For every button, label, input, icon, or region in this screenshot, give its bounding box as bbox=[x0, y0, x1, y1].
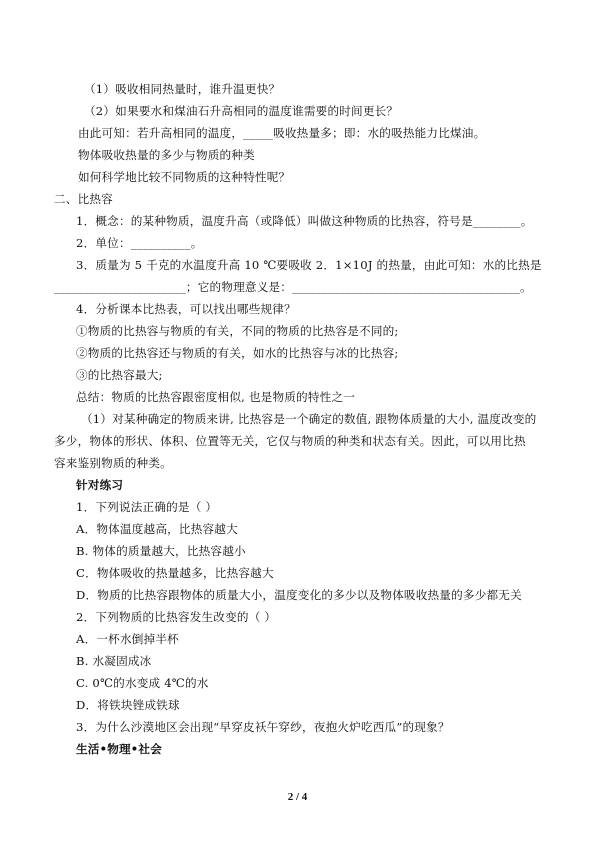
practice-1-option-c: C．物体吸收的热量越多，比热容越大 bbox=[76, 566, 274, 580]
practice-question-1: 1．下列说法正确的是（ ） bbox=[76, 500, 218, 514]
practice-1-option-b: B. 物体的质量越大，比热容越小 bbox=[76, 544, 246, 558]
paragraph-line-2: 多少，物体的形状、体积、位置等无关，它仅与物质的种类和状态有关。因此，可以用比热 bbox=[54, 434, 526, 448]
practice-heading: 针对练习 bbox=[76, 478, 124, 492]
item-3-line-2: ______________________；它的物理意义是：______________________________________。 bbox=[54, 280, 532, 294]
practice-question-2: 2．下列物质的比热容发生改变的（ ） bbox=[76, 610, 277, 624]
life-physics-society-heading: 生活•物理•社会 bbox=[76, 742, 162, 756]
paragraph-line-1: （1）对某种确定的物质来讲, 比热容是一个确定的数值, 跟物体质量的大小, 温度改变的 bbox=[81, 412, 537, 426]
practice-1-option-a: A．物体温度越高，比热容越大 bbox=[76, 522, 238, 536]
practice-question-3: 3．为什么沙漠地区会出现“早穿皮袄午穿纱，夜抱火炉吃西瓜”的现象？ bbox=[76, 720, 450, 734]
page-number: 2 / 4 bbox=[287, 791, 308, 803]
practice-2-option-b: B. 水凝固成冰 bbox=[76, 654, 152, 668]
section-2-heading: 二、比热容 bbox=[54, 192, 113, 206]
practice-1-option-d: D．物质的比热容跟物体的质量大小，温度变化的多少以及物体吸收热量的多少都无关 bbox=[76, 588, 522, 602]
rule-2-line: ②物质的比热容还与物质的有关，如水的比热容与冰的比热容; bbox=[76, 346, 399, 360]
factor-text: 物体吸收热量的多少与物质的种类 bbox=[78, 148, 255, 162]
summary-line: 总结：物质的比热容跟密度相似, 也是物质的特性之一 bbox=[76, 390, 356, 404]
question-text: 如何科学地比较不同物质的这种特性呢？ bbox=[78, 170, 291, 184]
question-2-text: （2）如果要水和煤油石升高相同的温度谁需要的时间更长？ bbox=[84, 104, 399, 118]
practice-2-option-d: D．将铁块锉成铁球 bbox=[76, 698, 180, 712]
rule-3-line: ③的比热容最大; bbox=[76, 368, 163, 382]
item-4-line: 4．分析课本比热表，可以找出哪些规律？ bbox=[76, 302, 296, 316]
conclusion-text: 由此可知：若升高相同的温度，_____吸收热量多；即：水的吸热能力比煤油。 bbox=[78, 126, 486, 140]
concept-line: 1．概念：的某种物质，温度升高（或降低）叫做这种物质的比热容，符号是________。 bbox=[76, 214, 533, 228]
unit-line: 2．单位：__________。 bbox=[76, 236, 203, 250]
paragraph-line-3: 容来鉴别物质的种类。 bbox=[54, 456, 172, 470]
practice-2-option-c: C. 0℃的水变成 4℃的水 bbox=[76, 676, 209, 690]
question-1-text: （1）吸收相同热量时，谁升温更快？ bbox=[84, 82, 281, 96]
item-3-line-1: 3．质量为 5 千克的水温度升高 10 ℃要吸收 2．1×10J 的热量，由此可知：水的比热是 bbox=[76, 258, 542, 272]
rule-1-line: ①物质的比热容与物质的有关，不同的物质的比热容是不同的; bbox=[76, 324, 399, 338]
practice-2-option-a: A．一杯水倒掉半杯 bbox=[76, 632, 179, 646]
